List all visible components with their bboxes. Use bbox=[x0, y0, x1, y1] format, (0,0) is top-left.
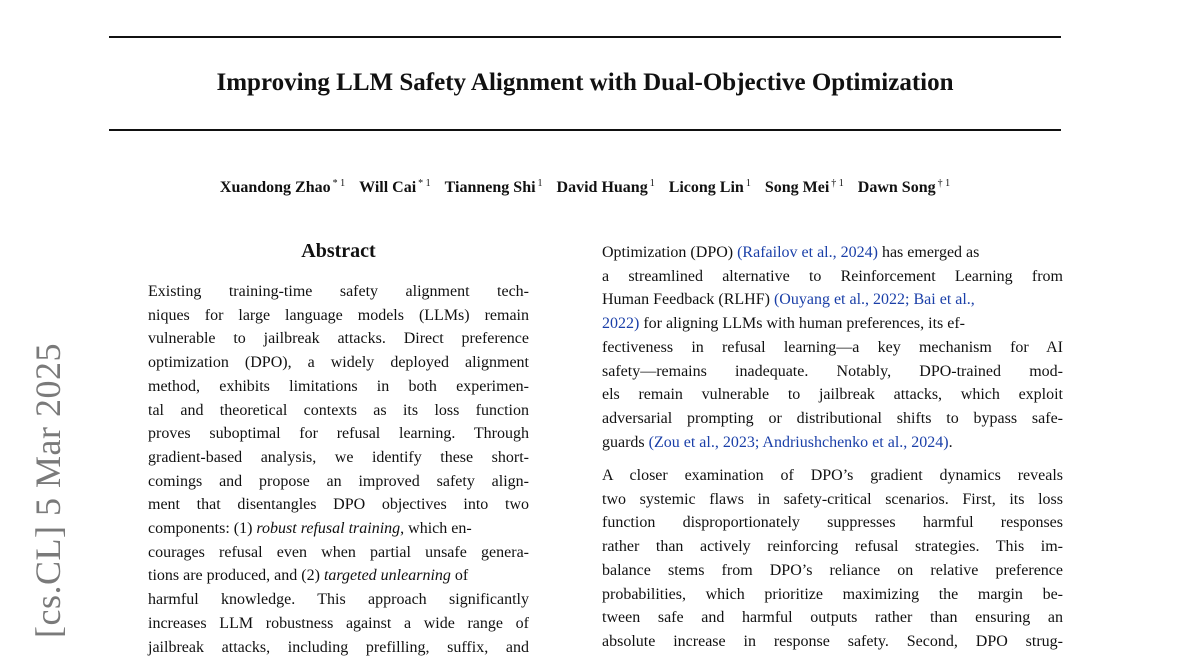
title-bottom-rule bbox=[109, 129, 1061, 131]
author-list bbox=[0, 172, 1170, 200]
body-line: fectiveness in refusal learning—a key mechanism for AI bbox=[602, 338, 1063, 356]
body-line: safety—remains inadequate. Notably, DPO-trained mod- bbox=[602, 362, 1063, 380]
abstract-line: harmful knowledge. This approach significantly bbox=[148, 591, 529, 609]
author: Tianneng Shi $^1$ bbox=[444, 178, 543, 196]
emphasis-robust-refusal: robust refusal training bbox=[256, 520, 401, 538]
abstract-line: gradient-based analysis, we identify these short- bbox=[148, 448, 529, 466]
abstract-line: comings and propose an improved safety align- bbox=[148, 472, 529, 490]
citation-link[interactable]: (Zou et al., 2023; Andriushchenko et al., 2024) bbox=[648, 433, 949, 451]
citation-link[interactable]: (Rafailov et al., 2024) bbox=[737, 244, 878, 261]
author: David Huang $^1$ bbox=[556, 178, 655, 196]
body-line: Optimization (DPO) (Rafailov et al., 2024) has emerged as bbox=[602, 244, 980, 261]
intro-paragraph-2 bbox=[602, 464, 1063, 654]
intro-paragraph-1 bbox=[602, 241, 1063, 454]
abstract-line: proves suboptimal for refusal learning. Through bbox=[148, 425, 529, 443]
body-line: Human Feedback (RLHF) (Ouyang et al., 2022; Bai et al., bbox=[602, 291, 975, 309]
title-top-rule bbox=[109, 36, 1061, 38]
body-line: function disproportionately suppresses harmful responses bbox=[602, 514, 1063, 532]
abstract-line: Existing training-time safety alignment tech- bbox=[148, 283, 529, 300]
abstract-line: ment that disentangles DPO objectives into two bbox=[148, 496, 529, 514]
body-line: guards (Zou et al., 2023; Andriushchenko et al., 2024). bbox=[602, 433, 953, 451]
body-line: A closer examination of DPO’s gradient dynamics reveals bbox=[602, 467, 1063, 484]
body-line: balance stems from DPO’s reliance on relative preference bbox=[602, 561, 1063, 579]
abstract-line: method, exhibits limitations in both experimen- bbox=[148, 377, 529, 395]
body-line: rather than actively reinforcing refusal strategies. This im- bbox=[602, 538, 1063, 556]
body-line: absolute increase in response safety. Second, DPO strug- bbox=[602, 632, 1063, 650]
paper-title: Improving LLM Safety Alignment with Dual-Objective Optimization bbox=[216, 69, 954, 96]
abstract-body bbox=[148, 280, 529, 659]
abstract-line: components: (1) robust refusal training, which en- bbox=[148, 520, 472, 538]
abstract-line: courages refusal even when partial unsafe genera- bbox=[148, 543, 529, 561]
author: Xuandong Zhao $^{* 1}$ bbox=[219, 178, 346, 196]
abstract-line: increases LLM robustness against a wide range of bbox=[148, 614, 529, 632]
body-line: probabilities, which prioritize maximizing the margin be- bbox=[602, 585, 1063, 603]
body-line: adversarial prompting or distributional shifts to bypass safe- bbox=[602, 409, 1063, 427]
body-line: two systemic flaws in safety-critical scenarios. First, its loss bbox=[602, 490, 1063, 508]
arxiv-stamp: [cs.CL] 5 Mar 2025 bbox=[28, 343, 68, 638]
body-line: a streamlined alternative to Reinforcement Learning from bbox=[602, 267, 1063, 285]
abstract-line: tal and theoretical contexts as its loss function bbox=[148, 401, 529, 419]
body-line: tween safe and harmful outputs rather than ensuring an bbox=[602, 609, 1063, 627]
citation-link[interactable]: (Ouyang et al., 2022; Bai et al., bbox=[773, 291, 975, 309]
abstract-line: niques for large language models (LLMs) remain bbox=[148, 306, 529, 324]
author: Song Mei $^{\dagger 1}$ bbox=[764, 178, 844, 196]
abstract-heading: Abstract bbox=[301, 240, 376, 262]
author: Will Cai $^{* 1}$ bbox=[359, 178, 431, 196]
abstract-line: optimization (DPO), a widely deployed alignment bbox=[148, 354, 529, 372]
body-line: 2022) for aligning LLMs with human preferences, its ef- bbox=[602, 315, 966, 333]
emphasis-targeted-unlearning: targeted unlearning bbox=[323, 567, 451, 585]
abstract-line: jailbreak attacks, including prefilling, suffix, and bbox=[148, 638, 529, 656]
citation-link[interactable]: 2022) bbox=[602, 315, 640, 333]
abstract-line: tions are produced, and (2) targeted unlearning of bbox=[148, 567, 469, 585]
body-line: els remain vulnerable to jailbreak attacks, which exploit bbox=[602, 386, 1063, 404]
abstract-line: vulnerable to jailbreak attacks. Direct preference bbox=[148, 330, 529, 348]
author: Licong Lin $^1$ bbox=[668, 178, 751, 196]
author: Dawn Song $^{\dagger 1}$ bbox=[857, 178, 951, 196]
